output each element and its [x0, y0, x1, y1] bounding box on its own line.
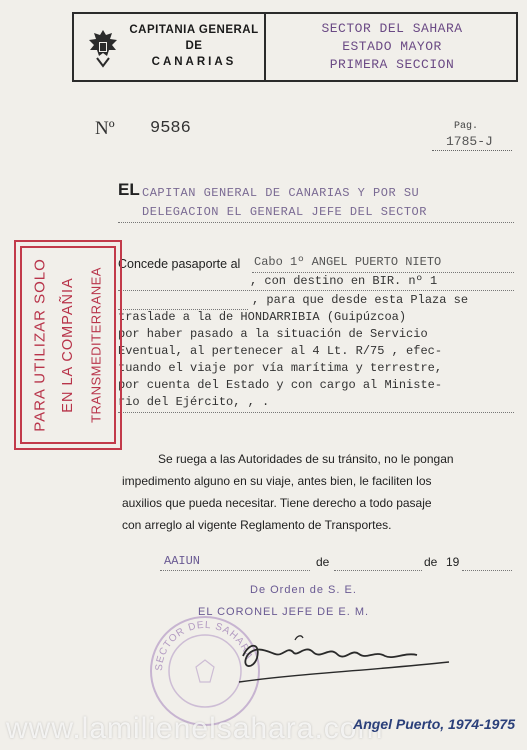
stamp-line: EN LA COMPAÑIA [60, 277, 76, 413]
colonel-title: EL CORONEL JEFE DE E. M. [198, 606, 370, 618]
letterhead-line: DE [185, 40, 203, 52]
concession-line-3: , para que desde esta Plaza se [252, 293, 469, 307]
dotted-line [118, 222, 514, 223]
concession-line-8: por cuenta del Estado y con cargo al Ministe- [118, 378, 443, 392]
dotted-line [160, 570, 310, 571]
paragraph-line: impedimento alguno en su viaje, antes bien, le faciliten los [122, 474, 432, 488]
company-use-stamp [14, 240, 122, 450]
authority-lead: EL [118, 180, 140, 199]
issue-place: AAIUN [164, 554, 201, 568]
number-label: Nº [95, 118, 115, 139]
eagle-emblem-icon [86, 28, 120, 68]
sector-line: SECTOR DEL SAHARA [321, 21, 463, 36]
image-credit: Angel Puerto, 1974-1975 [353, 716, 515, 732]
authority-line-2: DELEGACION EL GENERAL JEFE DEL SECTOR [142, 205, 427, 219]
concede-label: Concede pasaporte al [118, 257, 241, 271]
stamp-line: TRANSMEDITERRANEA [88, 267, 104, 423]
paragraph-line: Se ruega a las Autoridades de su tránsito, no le pongan [158, 452, 454, 466]
paragraph-line: con arreglo al vigente Reglamento de Transportes. [122, 518, 392, 532]
recipient-name: Cabo 1º ANGEL PUERTO NIETO [254, 255, 442, 269]
dotted-line [118, 290, 514, 291]
sector-line: PRIMERA SECCION [329, 57, 455, 72]
concession-line-7: tuando el viaje por vía marítima y terrestre, [118, 361, 443, 375]
dotted-line [462, 570, 512, 571]
concession-line-5: por haber pasado a la situación de Servicio [118, 327, 428, 341]
reference-number: 1785-J [446, 134, 493, 149]
dotted-line [334, 570, 422, 571]
letterhead-left [126, 22, 262, 70]
date-de-label-2: de [424, 555, 438, 569]
letterhead-line: CAPITANIA GENERAL [129, 24, 259, 36]
letterhead-right-stamp [270, 20, 514, 74]
dotted-line [118, 412, 514, 413]
reference-underline [432, 150, 512, 151]
date-de-label: de [316, 555, 330, 569]
request-paragraph [122, 448, 517, 536]
by-order-line: De Orden de S. E. [250, 584, 357, 596]
sector-line: ESTADO MAYOR [342, 39, 442, 54]
concession-line-9: rio del Ejército, , . [118, 395, 270, 409]
signature-icon [235, 622, 455, 702]
authority-line-1: CAPITAN GENERAL DE CANARIAS Y POR SU [142, 186, 420, 200]
destination-line: , con destino en BIR. nº 1 [250, 274, 438, 288]
document-number: 9586 [150, 119, 191, 138]
stamp-line: PARA UTILIZAR SOLO [31, 258, 49, 432]
concession-line-4: traslade a la de HONDARRIBIA (Guipúzcoa) [118, 310, 407, 324]
reference-label: Pag. [454, 121, 479, 132]
letterhead-line: CANARIAS [151, 56, 237, 68]
letterhead-divider [264, 14, 266, 80]
date-year: 19 [446, 555, 460, 569]
paragraph-line: auxilios que pueda necesitar. Tiene derecho a todo pasaje [122, 496, 432, 510]
website-watermark: www.lamilienelsahara.com [6, 712, 384, 745]
seal-text: SECTOR DEL SAHARA [153, 619, 255, 672]
dotted-line [252, 272, 514, 273]
concession-line-6: Eventual, al pertenecer al 4 Lt. R/75 , efec- [118, 344, 443, 358]
letterhead [72, 12, 518, 82]
